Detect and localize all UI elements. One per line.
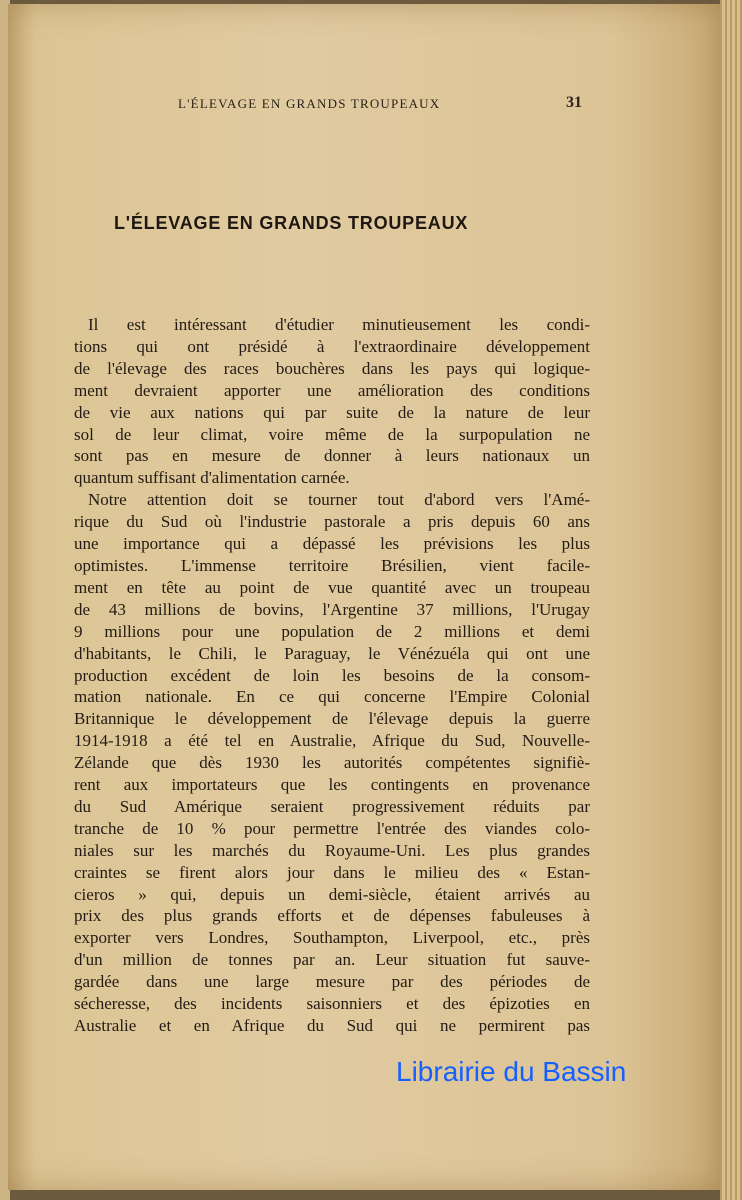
text-line: prix des plus grands efforts et de dépenses fabuleuses à bbox=[74, 906, 590, 926]
text-line: rique du Sud où l'industrie pastorale a pris depuis 60 ans bbox=[74, 512, 590, 532]
text-line: cieros » qui, depuis un demi-siècle, étaient arrivés au bbox=[74, 884, 590, 904]
text-line: sol de leur climat, voire même de la surpopulation ne bbox=[74, 424, 590, 444]
text-line: ment en tête au point de vue quantité avec un troupeau bbox=[74, 577, 590, 597]
text-line: d'un million de tonnes par an. Leur situation fut sauve- bbox=[74, 950, 590, 970]
text-line: Britannique le développement de l'élevage depuis la guerre bbox=[74, 709, 590, 729]
text-line: quantum suffisant d'alimentation carnée. bbox=[74, 468, 350, 488]
text-line: sont pas en mesure de donner à leurs nationaux un bbox=[74, 446, 590, 466]
text-line: exporter vers Londres, Southampton, Liverpool, etc., près bbox=[74, 928, 590, 948]
page-stack-edge bbox=[720, 0, 742, 1200]
text-line: niales sur les marchés du Royaume-Uni. Les plus grandes bbox=[74, 840, 590, 860]
text-line: Notre attention doit se tourner tout d'abord vers l'Amé- bbox=[88, 490, 590, 510]
text-line: Australie et en Afrique du Sud qui ne permirent pas bbox=[74, 1016, 590, 1035]
text-line: optimistes. L'immense territoire Brésilien, vient facile- bbox=[74, 555, 590, 575]
watermark: Librairie du Bassin bbox=[396, 1056, 627, 1087]
text-line: gardée dans une large mesure par des périodes de bbox=[74, 972, 590, 992]
text-line: tranche de 10 % pour permettre l'entrée des viandes colo- bbox=[74, 818, 590, 838]
text-line: de l'élevage des races bouchères dans les pays qui logique- bbox=[74, 358, 590, 378]
text-line: une importance qui a dépassé les prévisions les plus bbox=[74, 534, 590, 554]
page-number: 31 bbox=[566, 94, 582, 111]
text-line: d'habitants, le Chili, le Paraguay, le Vénézuéla qui ont une bbox=[74, 643, 590, 663]
running-header: L'ÉLEVAGE EN GRANDS TROUPEAUX bbox=[178, 96, 441, 111]
text-line: ment devraient apporter une amélioration des conditions bbox=[74, 380, 590, 400]
text-line: 9 millions pour une population de 2 millions et demi bbox=[74, 621, 590, 641]
text-line: de 43 millions de bovins, l'Argentine 37 millions, l'Urugay bbox=[74, 599, 590, 619]
text-line: rent aux importateurs que les contingents en provenance bbox=[74, 775, 590, 795]
text-line: tions qui ont présidé à l'extraordinaire développement bbox=[74, 336, 590, 356]
chapter-title: L'ÉLEVAGE EN GRANDS TROUPEAUX bbox=[114, 213, 469, 233]
text-line: 1914-1918 a été tel en Australie, Afrique du Sud, Nouvelle- bbox=[74, 731, 590, 751]
text-line: de vie aux nations qui par suite de la nature de leur bbox=[74, 402, 590, 422]
text-line: du Sud Amérique seraient progressivement réduits par bbox=[74, 796, 590, 816]
text-line: Il est intéressant d'étudier minutieusement les condi- bbox=[88, 315, 590, 334]
text-line: sécheresse, des incidents saisonniers et des épizoties en bbox=[74, 994, 590, 1014]
text-line: production excédent de loin les besoins de la consom- bbox=[74, 665, 590, 685]
text-line: craintes se firent alors jour dans le milieu des « Estan- bbox=[74, 862, 590, 882]
text-line: Zélande que dès 1930 les autorités compétentes signifiè- bbox=[74, 753, 590, 773]
body-text bbox=[74, 314, 590, 1037]
text-line: mation nationale. En ce qui concerne l'Empire Colonial bbox=[74, 687, 590, 707]
